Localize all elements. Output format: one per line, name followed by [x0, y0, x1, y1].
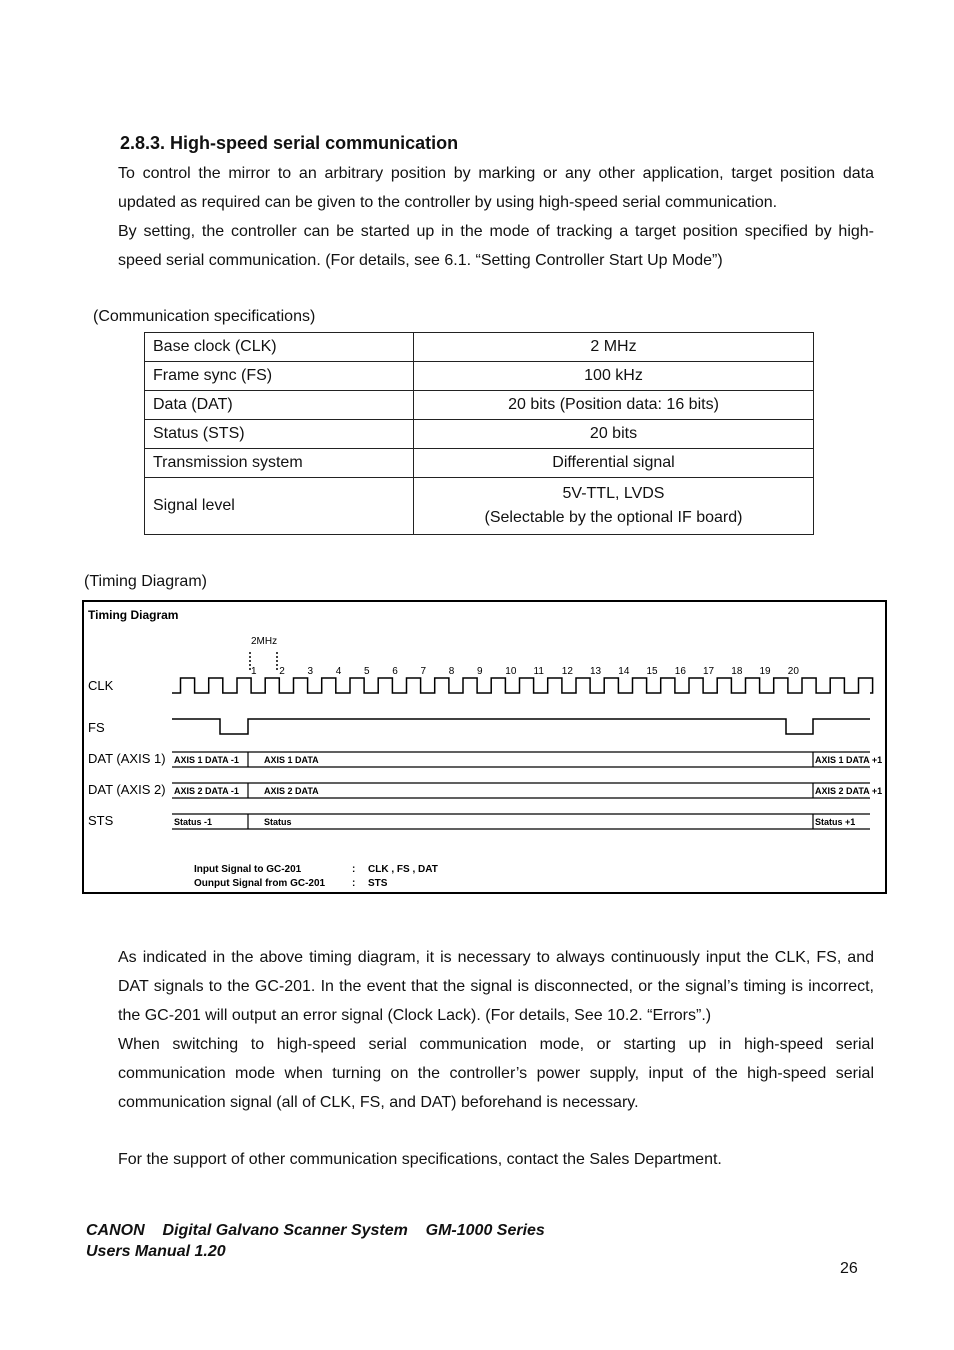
footer — [86, 1220, 545, 1262]
closing-paragraph: For the support of other communication specifications, contact the Sales Department. — [118, 1151, 722, 1168]
clock-number: 7 — [420, 666, 427, 677]
legend-input-value: CLK , FS , DAT — [368, 864, 438, 875]
sts-current: Status — [264, 817, 292, 827]
clock-number: 19 — [759, 666, 771, 677]
dat1-prev: AXIS 1 DATA -1 — [174, 755, 239, 765]
body-text — [118, 943, 874, 1117]
spec-table — [144, 332, 814, 535]
table-row — [145, 449, 814, 478]
body-paragraph-1: As indicated in the above timing diagram, it is necessary to always continuously input the CLK, FS, and DAT signals to the GC-201. In the event that the signal is disconnected, or the signal’s timing is incorrect, the GC-201 will output an error signal (Clock Lack). (For details, See 10.2. “Errors”.) — [118, 949, 874, 1024]
clock-number: 6 — [392, 666, 398, 677]
clock-number: 20 — [787, 666, 799, 677]
spec-label: Data (DAT) — [145, 391, 414, 420]
clk-waveform — [172, 678, 873, 693]
sts-next: Status +1 — [815, 817, 856, 827]
legend-output-value: STS — [368, 878, 388, 889]
footer-manual: Users Manual 1.20 — [86, 1243, 226, 1260]
clock-number: 11 — [533, 666, 544, 677]
spec-label: Status (STS) — [145, 420, 414, 449]
clock-number: 2 — [279, 666, 285, 677]
clock-number: 8 — [448, 666, 455, 677]
dat1-bus — [172, 752, 882, 767]
body-paragraph-2: When switching to high-speed serial communication mode, or starting up in high-speed serial communication mode when turning on the controller’s power supply, input of the high-speed serial communication signal (all of CLK, FS, and DAT) beforehand is necessary. — [118, 1036, 874, 1111]
table-row — [145, 391, 814, 420]
spec-label: Frame sync (FS) — [145, 362, 414, 391]
sts-label: STS — [88, 813, 114, 828]
table-row — [145, 420, 814, 449]
timing-diagram-svg — [84, 602, 885, 892]
freq-label: 2MHz — [251, 636, 278, 647]
legend-output-label: Ounput Signal from GC-201 — [194, 878, 326, 889]
dat1-current: AXIS 1 DATA — [264, 755, 319, 765]
dat1-label: DAT (AXIS 1) — [88, 751, 166, 766]
page-number: 26 — [840, 1260, 858, 1277]
timing-diagram — [82, 600, 887, 894]
dat2-next: AXIS 2 DATA +1 — [815, 786, 883, 796]
timing-caption: (Timing Diagram) — [84, 573, 207, 590]
spec-caption: (Communication specifications) — [93, 308, 316, 325]
spec-value: 2 MHz — [414, 333, 814, 362]
clock-number: 15 — [646, 666, 658, 677]
timing-title: Timing Diagram — [88, 608, 179, 622]
dat2-bus — [172, 783, 882, 798]
clock-number: 18 — [731, 666, 743, 677]
dat2-prev: AXIS 2 DATA -1 — [174, 786, 239, 796]
clock-number: 14 — [618, 666, 630, 677]
table-row — [145, 333, 814, 362]
clock-number: 12 — [561, 666, 573, 677]
closing-text — [118, 1145, 874, 1174]
spec-value-line: (Selectable by the optional IF board) — [484, 509, 743, 526]
sts-bus — [172, 814, 870, 829]
clock-number: 17 — [703, 666, 715, 677]
section-heading: 2.8.3. High-speed serial communication — [120, 133, 459, 153]
legend-sep: : — [352, 878, 356, 889]
signal-legend — [194, 864, 438, 889]
legend-input-label: Input Signal to GC-201 — [194, 864, 302, 875]
spec-label: Transmission system — [145, 449, 414, 478]
table-row — [145, 478, 814, 535]
table-row — [145, 362, 814, 391]
intro-text — [118, 159, 874, 275]
clock-number: 16 — [674, 666, 686, 677]
spec-value: Differential signal — [414, 449, 814, 478]
dat2-current: AXIS 2 DATA — [264, 786, 319, 796]
clock-number: 10 — [505, 666, 517, 677]
fs-waveform — [172, 719, 870, 734]
spec-value: 100 kHz — [414, 362, 814, 391]
sts-prev: Status -1 — [174, 817, 213, 827]
dat1-next: AXIS 1 DATA +1 — [815, 755, 883, 765]
clock-number: 5 — [364, 666, 370, 677]
spec-value: 20 bits (Position data: 16 bits) — [414, 391, 814, 420]
clock-number: 1 — [251, 666, 257, 677]
clock-number: 9 — [477, 666, 483, 677]
footer-product: CANON Digital Galvano Scanner System GM-1000 Series — [86, 1222, 545, 1239]
legend-sep: : — [352, 864, 356, 875]
intro-paragraph-1: To control the mirror to an arbitrary position by marking or any other application, target position data updated as required can be given to the controller by using high-speed serial communication. — [118, 165, 874, 211]
spec-value: 20 bits — [414, 420, 814, 449]
clock-number: 13 — [590, 666, 602, 677]
fs-label: FS — [88, 720, 105, 735]
spec-label: Base clock (CLK) — [145, 333, 414, 362]
spec-value-line: 5V-TTL, LVDS — [562, 485, 665, 502]
spec-label: Signal level — [145, 478, 414, 535]
clk-label: CLK — [88, 678, 114, 693]
intro-paragraph-2: By setting, the controller can be started up in the mode of tracking a target position specified by high-speed serial communication. (For details, see 6.1. “Setting Controller Start Up Mode”) — [118, 223, 874, 269]
clock-number: 3 — [307, 666, 314, 677]
spec-value — [414, 478, 814, 535]
clock-number: 4 — [335, 666, 342, 677]
dat2-label: DAT (AXIS 2) — [88, 782, 166, 797]
